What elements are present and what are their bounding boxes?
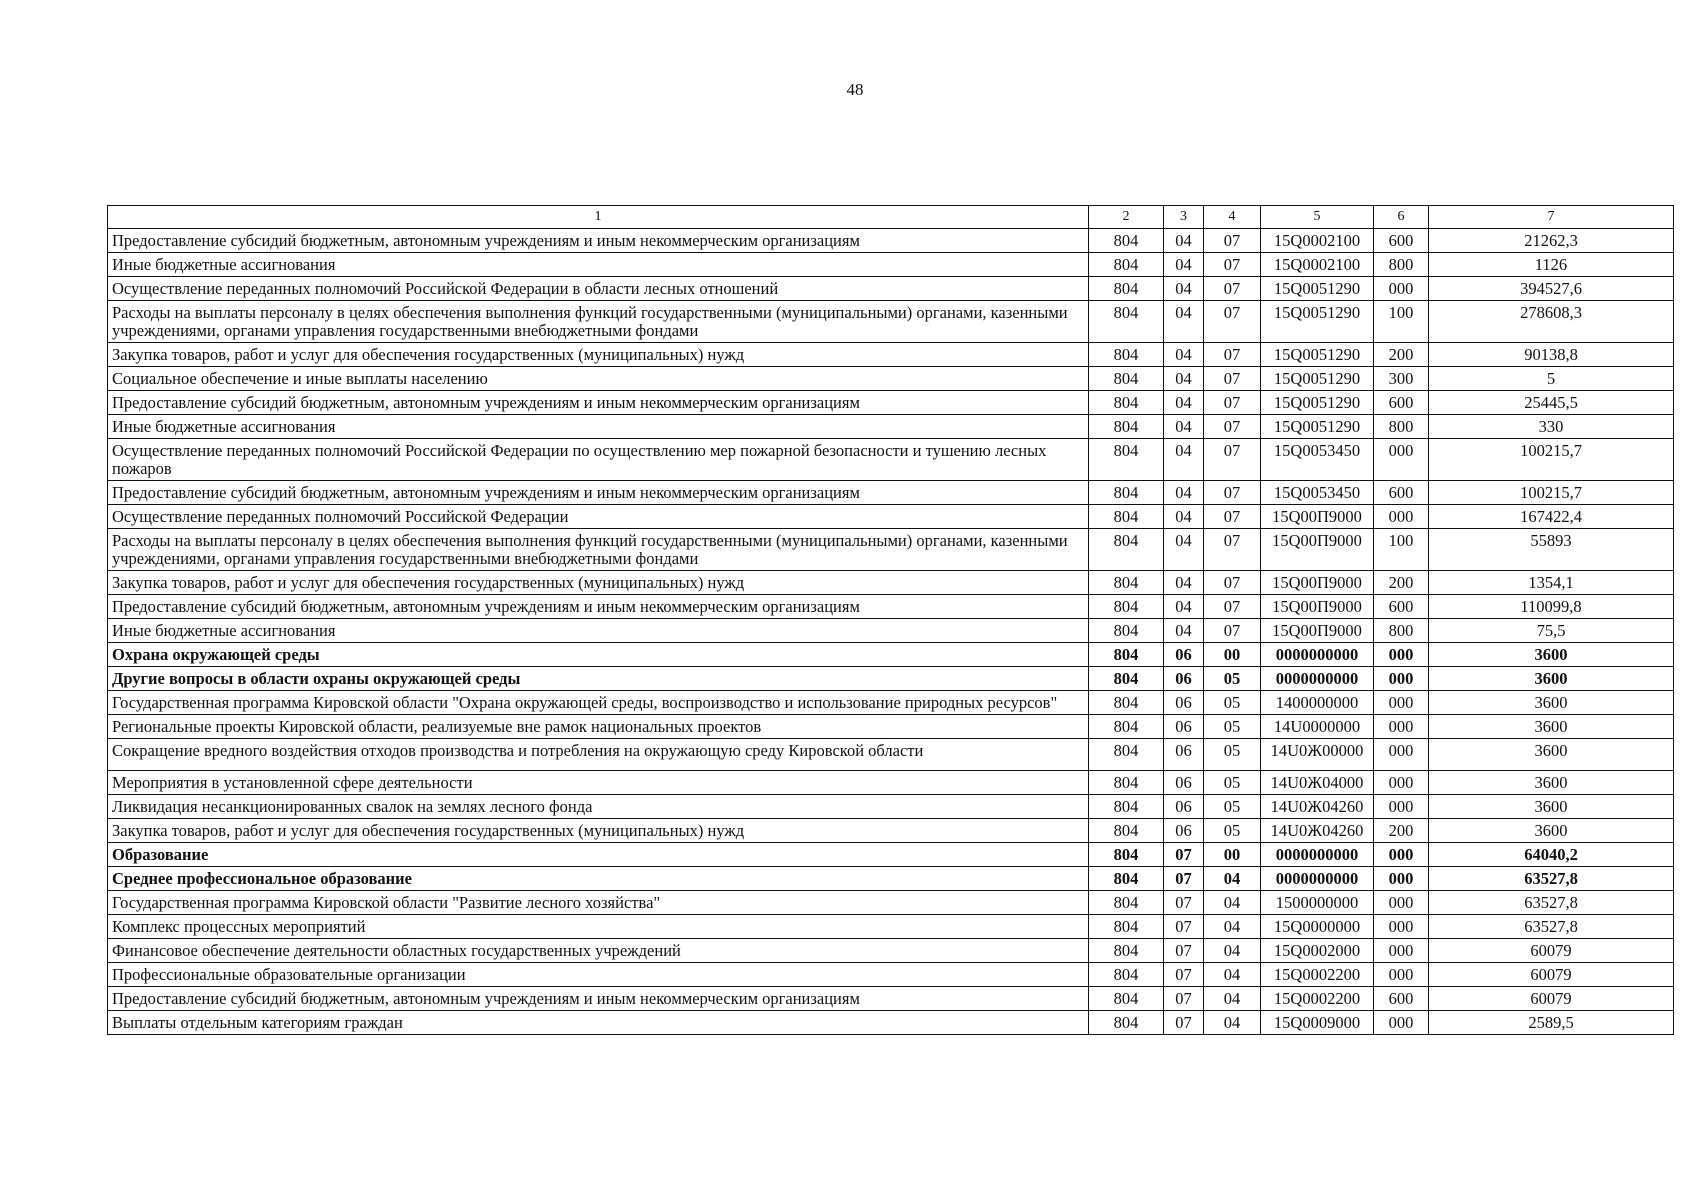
subsection-cell: 05 xyxy=(1204,771,1261,795)
admin-code-cell: 804 xyxy=(1089,505,1164,529)
subsection-cell: 07 xyxy=(1204,439,1261,481)
row-name-cell: Среднее профессиональное образование xyxy=(108,867,1089,891)
target-article-cell: 15Q0051290 xyxy=(1261,367,1374,391)
subsection-cell: 04 xyxy=(1204,939,1261,963)
amount-cell: 3600 xyxy=(1429,715,1674,739)
subsection-cell: 00 xyxy=(1204,843,1261,867)
expense-type-cell: 600 xyxy=(1374,229,1429,253)
table-row xyxy=(108,715,1674,739)
subsection-cell: 07 xyxy=(1204,301,1261,343)
table-row xyxy=(108,739,1674,771)
expense-type-cell: 000 xyxy=(1374,1011,1429,1035)
amount-cell: 75,5 xyxy=(1429,619,1674,643)
admin-code-cell: 804 xyxy=(1089,691,1164,715)
row-name-cell: Сокращение вредного воздействия отходов производства и потребления на окружающую среду Кировской области xyxy=(108,739,1089,771)
expense-type-cell: 000 xyxy=(1374,505,1429,529)
subsection-cell: 07 xyxy=(1204,529,1261,571)
amount-cell: 5 xyxy=(1429,367,1674,391)
table-row xyxy=(108,963,1674,987)
subsection-cell: 00 xyxy=(1204,643,1261,667)
section-cell: 07 xyxy=(1164,843,1204,867)
admin-code-cell: 804 xyxy=(1089,1011,1164,1035)
section-cell: 04 xyxy=(1164,595,1204,619)
table-row xyxy=(108,843,1674,867)
page-number: 48 xyxy=(846,80,864,99)
table-row xyxy=(108,619,1674,643)
amount-cell: 3600 xyxy=(1429,691,1674,715)
admin-code-cell: 804 xyxy=(1089,439,1164,481)
column-header: 3 xyxy=(1164,206,1204,229)
admin-code-cell: 804 xyxy=(1089,715,1164,739)
section-cell: 06 xyxy=(1164,795,1204,819)
section-cell: 06 xyxy=(1164,643,1204,667)
expense-type-cell: 600 xyxy=(1374,481,1429,505)
column-header: 2 xyxy=(1089,206,1164,229)
table-row xyxy=(108,1011,1674,1035)
target-article-cell: 15Q00П9000 xyxy=(1261,571,1374,595)
amount-cell: 60079 xyxy=(1429,987,1674,1011)
section-cell: 04 xyxy=(1164,253,1204,277)
expense-type-cell: 000 xyxy=(1374,915,1429,939)
section-cell: 04 xyxy=(1164,619,1204,643)
table-row xyxy=(108,939,1674,963)
expense-type-cell: 000 xyxy=(1374,277,1429,301)
target-article-cell: 0000000000 xyxy=(1261,843,1374,867)
admin-code-cell: 804 xyxy=(1089,987,1164,1011)
admin-code-cell: 804 xyxy=(1089,595,1164,619)
expense-type-cell: 100 xyxy=(1374,529,1429,571)
admin-code-cell: 804 xyxy=(1089,367,1164,391)
target-article-cell: 15Q00П9000 xyxy=(1261,505,1374,529)
admin-code-cell: 804 xyxy=(1089,229,1164,253)
amount-cell: 25445,5 xyxy=(1429,391,1674,415)
target-article-cell: 15Q0051290 xyxy=(1261,415,1374,439)
target-article-cell: 15Q0002100 xyxy=(1261,253,1374,277)
table-row xyxy=(108,571,1674,595)
target-article-cell: 15Q0002100 xyxy=(1261,229,1374,253)
row-name-cell: Комплекс процессных мероприятий xyxy=(108,915,1089,939)
target-article-cell: 15Q0051290 xyxy=(1261,277,1374,301)
target-article-cell: 14U0000000 xyxy=(1261,715,1374,739)
amount-cell: 1126 xyxy=(1429,253,1674,277)
section-cell: 07 xyxy=(1164,963,1204,987)
table-row xyxy=(108,595,1674,619)
subsection-cell: 05 xyxy=(1204,795,1261,819)
subsection-cell: 07 xyxy=(1204,595,1261,619)
admin-code-cell: 804 xyxy=(1089,939,1164,963)
amount-cell: 63527,8 xyxy=(1429,867,1674,891)
amount-cell: 110099,8 xyxy=(1429,595,1674,619)
table-row xyxy=(108,367,1674,391)
table-row xyxy=(108,343,1674,367)
section-cell: 06 xyxy=(1164,819,1204,843)
section-cell: 04 xyxy=(1164,343,1204,367)
row-name-cell: Иные бюджетные ассигнования xyxy=(108,619,1089,643)
expense-type-cell: 000 xyxy=(1374,843,1429,867)
admin-code-cell: 804 xyxy=(1089,795,1164,819)
expense-type-cell: 000 xyxy=(1374,439,1429,481)
section-cell: 04 xyxy=(1164,229,1204,253)
section-cell: 04 xyxy=(1164,529,1204,571)
expense-type-cell: 200 xyxy=(1374,343,1429,367)
row-name-cell: Расходы на выплаты персоналу в целях обеспечения выполнения функций государственными (муниципальными) органами, казенными учреждениями, органами управления государственными внебюджетными фондами xyxy=(108,301,1089,343)
table-row xyxy=(108,891,1674,915)
row-name-cell: Образование xyxy=(108,843,1089,867)
expense-type-cell: 600 xyxy=(1374,987,1429,1011)
target-article-cell: 0000000000 xyxy=(1261,643,1374,667)
amount-cell: 60079 xyxy=(1429,939,1674,963)
row-name-cell: Закупка товаров, работ и услуг для обеспечения государственных (муниципальных) нужд xyxy=(108,571,1089,595)
table-row xyxy=(108,691,1674,715)
row-name-cell: Мероприятия в установленной сфере деятельности xyxy=(108,771,1089,795)
expense-type-cell: 000 xyxy=(1374,891,1429,915)
target-article-cell: 14U0Ж00000 xyxy=(1261,739,1374,771)
row-name-cell: Закупка товаров, работ и услуг для обеспечения государственных (муниципальных) нужд xyxy=(108,819,1089,843)
expense-type-cell: 000 xyxy=(1374,691,1429,715)
row-name-cell: Предоставление субсидий бюджетным, автономным учреждениям и иным некоммерческим организациям xyxy=(108,229,1089,253)
section-cell: 04 xyxy=(1164,415,1204,439)
admin-code-cell: 804 xyxy=(1089,619,1164,643)
amount-cell: 21262,3 xyxy=(1429,229,1674,253)
section-cell: 04 xyxy=(1164,481,1204,505)
subsection-cell: 05 xyxy=(1204,819,1261,843)
row-name-cell: Осуществление переданных полномочий Российской Федерации xyxy=(108,505,1089,529)
target-article-cell: 15Q0053450 xyxy=(1261,439,1374,481)
column-header: 1 xyxy=(108,206,1089,229)
table-row xyxy=(108,229,1674,253)
subsection-cell: 07 xyxy=(1204,367,1261,391)
admin-code-cell: 804 xyxy=(1089,391,1164,415)
row-name-cell: Предоставление субсидий бюджетным, автономным учреждениям и иным некоммерческим организациям xyxy=(108,595,1089,619)
admin-code-cell: 804 xyxy=(1089,643,1164,667)
row-name-cell: Охрана окружающей среды xyxy=(108,643,1089,667)
expense-type-cell: 300 xyxy=(1374,367,1429,391)
row-name-cell: Предоставление субсидий бюджетным, автономным учреждениям и иным некоммерческим организациям xyxy=(108,987,1089,1011)
row-name-cell: Государственная программа Кировской области "Развитие лесного хозяйства" xyxy=(108,891,1089,915)
section-cell: 04 xyxy=(1164,391,1204,415)
column-header: 6 xyxy=(1374,206,1429,229)
table-row xyxy=(108,529,1674,571)
table-body xyxy=(108,229,1674,1035)
expense-type-cell: 000 xyxy=(1374,939,1429,963)
table-row xyxy=(108,277,1674,301)
column-header: 5 xyxy=(1261,206,1374,229)
table-row xyxy=(108,391,1674,415)
subsection-cell: 07 xyxy=(1204,505,1261,529)
budget-table xyxy=(107,205,1674,1035)
subsection-cell: 07 xyxy=(1204,619,1261,643)
admin-code-cell: 804 xyxy=(1089,891,1164,915)
table-row xyxy=(108,505,1674,529)
table-row xyxy=(108,915,1674,939)
target-article-cell: 0000000000 xyxy=(1261,867,1374,891)
expense-type-cell: 000 xyxy=(1374,739,1429,771)
table-row xyxy=(108,819,1674,843)
subsection-cell: 04 xyxy=(1204,867,1261,891)
subsection-cell: 05 xyxy=(1204,739,1261,771)
section-cell: 04 xyxy=(1164,439,1204,481)
table-row xyxy=(108,253,1674,277)
amount-cell: 3600 xyxy=(1429,739,1674,771)
table-row xyxy=(108,987,1674,1011)
admin-code-cell: 804 xyxy=(1089,667,1164,691)
expense-type-cell: 000 xyxy=(1374,963,1429,987)
subsection-cell: 05 xyxy=(1204,715,1261,739)
expense-type-cell: 000 xyxy=(1374,667,1429,691)
subsection-cell: 04 xyxy=(1204,915,1261,939)
admin-code-cell: 804 xyxy=(1089,481,1164,505)
section-cell: 07 xyxy=(1164,891,1204,915)
table-row xyxy=(108,771,1674,795)
admin-code-cell: 804 xyxy=(1089,739,1164,771)
section-cell: 07 xyxy=(1164,1011,1204,1035)
table-row xyxy=(108,415,1674,439)
subsection-cell: 07 xyxy=(1204,253,1261,277)
row-name-cell: Иные бюджетные ассигнования xyxy=(108,415,1089,439)
subsection-cell: 07 xyxy=(1204,343,1261,367)
admin-code-cell: 804 xyxy=(1089,277,1164,301)
target-article-cell: 15Q0051290 xyxy=(1261,391,1374,415)
row-name-cell: Расходы на выплаты персоналу в целях обеспечения выполнения функций государственными (муниципальными) органами, казенными учреждениями, органами управления государственными внебюджетными фондами xyxy=(108,529,1089,571)
expense-type-cell: 200 xyxy=(1374,819,1429,843)
expense-type-cell: 600 xyxy=(1374,595,1429,619)
table-row xyxy=(108,439,1674,481)
amount-cell: 100215,7 xyxy=(1429,481,1674,505)
amount-cell: 330 xyxy=(1429,415,1674,439)
table-row xyxy=(108,795,1674,819)
table-row xyxy=(108,643,1674,667)
target-article-cell: 0000000000 xyxy=(1261,667,1374,691)
target-article-cell: 15Q0002000 xyxy=(1261,939,1374,963)
row-name-cell: Закупка товаров, работ и услуг для обеспечения государственных (муниципальных) нужд xyxy=(108,343,1089,367)
expense-type-cell: 600 xyxy=(1374,391,1429,415)
row-name-cell: Региональные проекты Кировской области, реализуемые вне рамок национальных проектов xyxy=(108,715,1089,739)
section-cell: 06 xyxy=(1164,667,1204,691)
header-row xyxy=(108,206,1674,229)
amount-cell: 1354,1 xyxy=(1429,571,1674,595)
row-name-cell: Предоставление субсидий бюджетным, автономным учреждениям и иным некоммерческим организациям xyxy=(108,391,1089,415)
amount-cell: 90138,8 xyxy=(1429,343,1674,367)
target-article-cell: 15Q0002200 xyxy=(1261,987,1374,1011)
row-name-cell: Иные бюджетные ассигнования xyxy=(108,253,1089,277)
target-article-cell: 1500000000 xyxy=(1261,891,1374,915)
admin-code-cell: 804 xyxy=(1089,771,1164,795)
subsection-cell: 04 xyxy=(1204,1011,1261,1035)
admin-code-cell: 804 xyxy=(1089,415,1164,439)
target-article-cell: 1400000000 xyxy=(1261,691,1374,715)
admin-code-cell: 804 xyxy=(1089,819,1164,843)
section-cell: 04 xyxy=(1164,505,1204,529)
section-cell: 04 xyxy=(1164,277,1204,301)
target-article-cell: 15Q00П9000 xyxy=(1261,529,1374,571)
row-name-cell: Выплаты отдельным категориям граждан xyxy=(108,1011,1089,1035)
target-article-cell: 15Q0053450 xyxy=(1261,481,1374,505)
expense-type-cell: 100 xyxy=(1374,301,1429,343)
row-name-cell: Осуществление переданных полномочий Российской Федерации в области лесных отношений xyxy=(108,277,1089,301)
expense-type-cell: 000 xyxy=(1374,771,1429,795)
section-cell: 06 xyxy=(1164,771,1204,795)
target-article-cell: 15Q0009000 xyxy=(1261,1011,1374,1035)
section-cell: 07 xyxy=(1164,867,1204,891)
column-header: 4 xyxy=(1204,206,1261,229)
expense-type-cell: 800 xyxy=(1374,415,1429,439)
row-name-cell: Предоставление субсидий бюджетным, автономным учреждениям и иным некоммерческим организациям xyxy=(108,481,1089,505)
section-cell: 06 xyxy=(1164,739,1204,771)
subsection-cell: 07 xyxy=(1204,415,1261,439)
amount-cell: 3600 xyxy=(1429,795,1674,819)
subsection-cell: 05 xyxy=(1204,691,1261,715)
table-row xyxy=(108,667,1674,691)
amount-cell: 3600 xyxy=(1429,819,1674,843)
section-cell: 04 xyxy=(1164,571,1204,595)
row-name-cell: Социальное обеспечение и иные выплаты населению xyxy=(108,367,1089,391)
amount-cell: 63527,8 xyxy=(1429,891,1674,915)
admin-code-cell: 804 xyxy=(1089,343,1164,367)
admin-code-cell: 804 xyxy=(1089,253,1164,277)
subsection-cell: 04 xyxy=(1204,963,1261,987)
admin-code-cell: 804 xyxy=(1089,529,1164,571)
amount-cell: 3600 xyxy=(1429,771,1674,795)
amount-cell: 167422,4 xyxy=(1429,505,1674,529)
row-name-cell: Профессиональные образовательные организации xyxy=(108,963,1089,987)
table-row xyxy=(108,867,1674,891)
target-article-cell: 15Q00П9000 xyxy=(1261,595,1374,619)
expense-type-cell: 200 xyxy=(1374,571,1429,595)
expense-type-cell: 800 xyxy=(1374,619,1429,643)
admin-code-cell: 804 xyxy=(1089,963,1164,987)
row-name-cell: Ликвидация несанкционированных свалок на землях лесного фонда xyxy=(108,795,1089,819)
row-name-cell: Государственная программа Кировской области "Охрана окружающей среды, воспроизводство и использование природных ресурсов" xyxy=(108,691,1089,715)
subsection-cell: 07 xyxy=(1204,391,1261,415)
table-row xyxy=(108,481,1674,505)
target-article-cell: 14U0Ж04260 xyxy=(1261,819,1374,843)
target-article-cell: 15Q0051290 xyxy=(1261,301,1374,343)
admin-code-cell: 804 xyxy=(1089,843,1164,867)
section-cell: 07 xyxy=(1164,915,1204,939)
admin-code-cell: 804 xyxy=(1089,571,1164,595)
subsection-cell: 07 xyxy=(1204,277,1261,301)
section-cell: 06 xyxy=(1164,715,1204,739)
target-article-cell: 14U0Ж04000 xyxy=(1261,771,1374,795)
table-row xyxy=(108,301,1674,343)
subsection-cell: 07 xyxy=(1204,229,1261,253)
amount-cell: 394527,6 xyxy=(1429,277,1674,301)
amount-cell: 2589,5 xyxy=(1429,1011,1674,1035)
section-cell: 07 xyxy=(1164,987,1204,1011)
subsection-cell: 07 xyxy=(1204,481,1261,505)
row-name-cell: Другие вопросы в области охраны окружающей среды xyxy=(108,667,1089,691)
amount-cell: 3600 xyxy=(1429,643,1674,667)
admin-code-cell: 804 xyxy=(1089,867,1164,891)
target-article-cell: 15Q0000000 xyxy=(1261,915,1374,939)
section-cell: 07 xyxy=(1164,939,1204,963)
column-header: 7 xyxy=(1429,206,1674,229)
amount-cell: 63527,8 xyxy=(1429,915,1674,939)
expense-type-cell: 000 xyxy=(1374,795,1429,819)
expense-type-cell: 800 xyxy=(1374,253,1429,277)
amount-cell: 100215,7 xyxy=(1429,439,1674,481)
amount-cell: 64040,2 xyxy=(1429,843,1674,867)
expense-type-cell: 000 xyxy=(1374,867,1429,891)
amount-cell: 3600 xyxy=(1429,667,1674,691)
admin-code-cell: 804 xyxy=(1089,301,1164,343)
amount-cell: 60079 xyxy=(1429,963,1674,987)
row-name-cell: Финансовое обеспечение деятельности областных государственных учреждений xyxy=(108,939,1089,963)
amount-cell: 55893 xyxy=(1429,529,1674,571)
admin-code-cell: 804 xyxy=(1089,915,1164,939)
subsection-cell: 04 xyxy=(1204,987,1261,1011)
subsection-cell: 07 xyxy=(1204,571,1261,595)
section-cell: 04 xyxy=(1164,367,1204,391)
section-cell: 06 xyxy=(1164,691,1204,715)
target-article-cell: 14U0Ж04260 xyxy=(1261,795,1374,819)
expense-type-cell: 000 xyxy=(1374,643,1429,667)
amount-cell: 278608,3 xyxy=(1429,301,1674,343)
subsection-cell: 04 xyxy=(1204,891,1261,915)
target-article-cell: 15Q0002200 xyxy=(1261,963,1374,987)
target-article-cell: 15Q0051290 xyxy=(1261,343,1374,367)
row-name-cell: Осуществление переданных полномочий Российской Федерации по осуществлению мер пожарной безопасности и тушению лесных пожаров xyxy=(108,439,1089,481)
section-cell: 04 xyxy=(1164,301,1204,343)
subsection-cell: 05 xyxy=(1204,667,1261,691)
expense-type-cell: 000 xyxy=(1374,715,1429,739)
target-article-cell: 15Q00П9000 xyxy=(1261,619,1374,643)
